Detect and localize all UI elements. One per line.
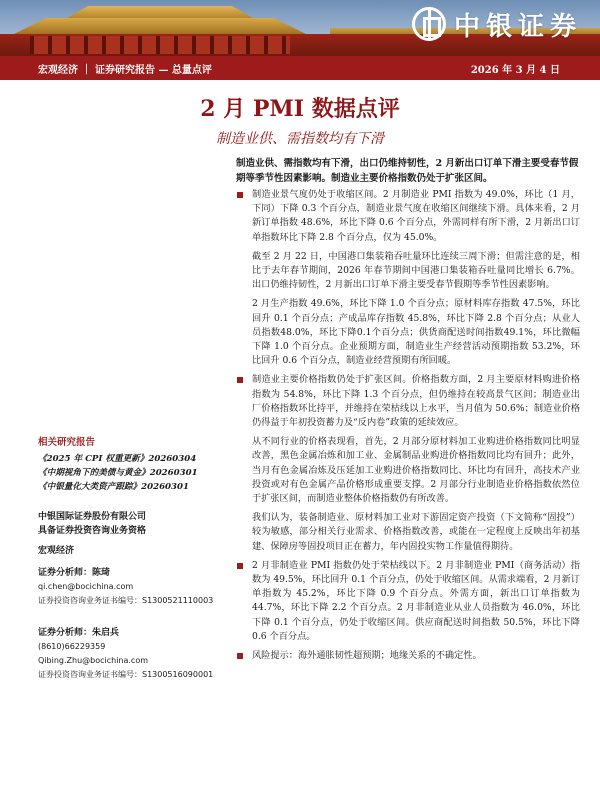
brand-name: 中银证券 xyxy=(453,11,582,42)
section-name: 宏观经济 xyxy=(38,546,75,556)
sidebar xyxy=(38,436,228,682)
report-category: 宏观经济 ｜ 证券研究报告 — 总量点评 xyxy=(38,64,212,76)
report-date: 2026 年 3 月 4 日 xyxy=(470,64,560,76)
body-paragraph: 从不同行业的价格表现看，首先，2 月部分原材料加工业购进价格指数同比明显改善，黑色金属冶炼和加工业、金属制品业购进价格指数同比均有回升；此外，当月有色金属冶炼及压延加工业购进价格指数同比、环比均有回升，高技术产业投资或对有色金属产品价格形成重要支撑。2 月部分行业制造业价格指数依然位于扩张区间，而制造业整体价格指数仍有所改善。 xyxy=(252,436,580,505)
body-paragraph: 制造业景气度仍处于收缩区间。2 月制造业 PMI 指数为 49.0%，环比（1 月，下同）下降 0.3 个百分点，制造业景气度在收缩区间继续下滑。具体来看，2 月新订单指数 48.6%，环比下降 0.6 个百分点，外需同样有所下滑，2 月新出口订单指数环比下降 2.8 个百分点，仅为 45.0%。 xyxy=(236,188,580,245)
analyst-email[interactable]: qi.chen@bocichina.com xyxy=(38,582,134,591)
body-paragraph: 2 月非制造业 PMI 指数仍处于荣枯线以下。2 月非制造业 PMI（商务活动）指数为 49.5%，环比回升 0.1 个百分点，仍处于收缩区间。从需求端看，2 月新订单指数为 45.2%，环比下降 0.9 个百分点。外需方面，新出口订单指数为 44.7%，环比下降 2.2 个百分点。2 月非制造业从业人员指数为 46.0%，环比下降 0.1 个百分点，仍处于收缩区间。供应商配送时间指数 50.5%，环比下降 0.6 个百分点。 xyxy=(236,559,580,644)
analyst-cert: 证券投资咨询业务证书编号：S1300516090001 xyxy=(38,670,214,679)
analyst-name: 证券分析师：朱启兵 xyxy=(38,628,120,638)
risk-warning: 风险提示：海外通胀韧性超预期；地缘关系的不确定性。 xyxy=(236,649,580,663)
body-paragraph: 我们认为，装备制造业、原材料加工业对下游固定资产投资（下文简称“固投”）较为敏感，部分相关行业需求、价格指数改善，或能在一定程度上反映出年初基建、保障房等固投项目正在蓄力，年内固投实物工作量值得期待。 xyxy=(252,512,580,552)
page-subtitle: 制造业供、需指数均有下滑 xyxy=(216,131,384,147)
analyst-cert: 证券投资咨询业务证书编号：S1300521110003 xyxy=(38,596,214,605)
summary-text: 制造业供、需指数均有下滑，出口仍维持韧性，2 月新出口订单下滑主要受春节假期等季节性因素影响。制造业主要价格指数仍处于扩张区间。 xyxy=(236,158,579,184)
body-paragraph: 截至 2 月 22 日，中国港口集装箱吞吐量环比连续三周下滑；但需注意的是，相比于去年春节期间，2026 年春节期间中国港口集装箱吞吐量同比增长 6.7%。出口仍维持韧性，2 月新出口订单下滑主要受春节假期等季节性因素影响。 xyxy=(252,250,580,291)
related-report-link[interactable]: 《中期视角下的美债与黄金》20260301 xyxy=(38,468,198,478)
boc-logo-icon xyxy=(412,7,446,41)
related-report-link[interactable]: 《中银量化大类资产跟踪》20260301 xyxy=(38,482,189,492)
brand-logo xyxy=(412,4,582,44)
related-reports-heading: 相关研究报告 xyxy=(38,437,96,448)
company-name: 中银国际证券股份有限公司 xyxy=(38,512,147,522)
related-report-link[interactable]: 《2025 年 CPI 权重更新》20260304 xyxy=(38,454,197,464)
report-body xyxy=(236,188,580,668)
palace-columns xyxy=(30,36,290,54)
analyst-email[interactable]: Qibing.Zhu@bocichina.com xyxy=(38,656,149,665)
body-paragraph: 制造业主要价格指数仍处于扩张区间。价格指数方面，2 月主要原材料购进价格指数为 54.8%，环比下降 1.3 个百分点，但仍维持在较高景气区间；制造业出厂价格指数环比持平，并维持在荣枯线以上水平，当月值为 50.6%；制造业价格仍得益于年初投资蓄力及“反内卷”政策的延续效应。 xyxy=(236,373,580,430)
page-title: 2 月 PMI 数据点评 xyxy=(200,96,400,122)
body-paragraph: 2 月生产指数 49.6%，环比下降 1.0 个百分点；原材料库存指数 47.5%，环比回升 0.1 个百分点；产成品库存指数 45.8%，环比下降 2.8 个百分点；从业人员指数48.0%，环比下降0.1个百分点；供货商配送时间指数49.1%，环比微幅下降 1.0 个百分点。企业预期方面，制造业生产经营活动预期指数 53.2%，环比回升 0.6 个百分点，制造业经营预期有所回暖。 xyxy=(252,298,580,367)
company-qualification: 具备证券投资咨询业务资格 xyxy=(38,526,147,536)
category-bar xyxy=(0,56,600,80)
analyst-name: 证券分析师：陈琦 xyxy=(38,568,111,578)
analyst-phone: (8610)66229359 xyxy=(38,642,106,651)
header-banner xyxy=(0,0,600,56)
